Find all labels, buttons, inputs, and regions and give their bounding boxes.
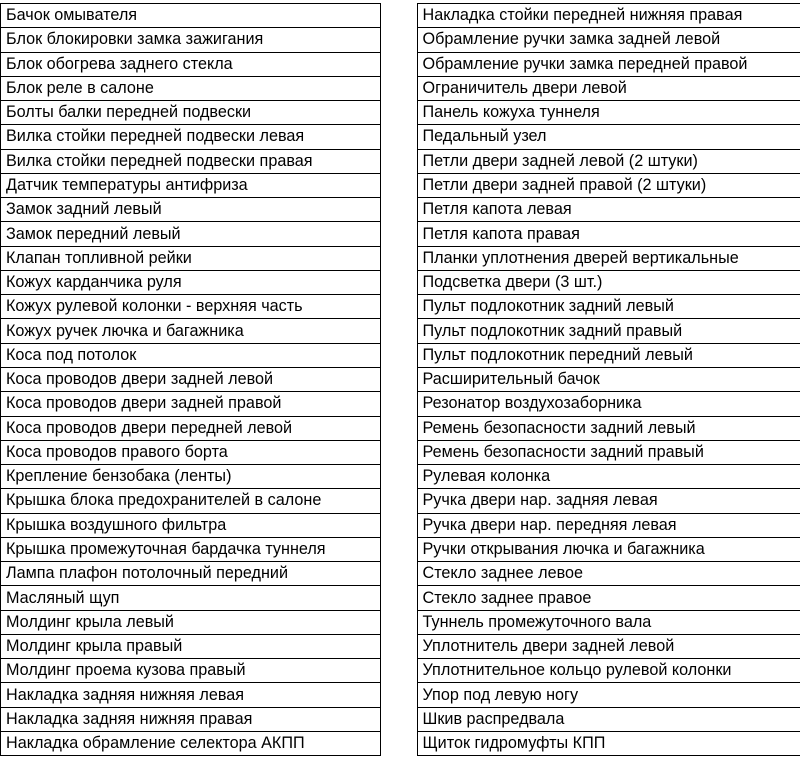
part-cell[interactable]: Обрамление ручки замка передней правой bbox=[417, 52, 800, 76]
table-row bbox=[417, 659, 800, 683]
part-cell[interactable]: Кожух рулевой колонки - верхняя часть bbox=[1, 295, 381, 319]
part-cell[interactable]: Ручки открывания лючка и багажника bbox=[417, 537, 800, 561]
part-cell[interactable]: Петля капота левая bbox=[417, 198, 800, 222]
part-cell[interactable]: Накладка стойки передней нижняя правая bbox=[417, 4, 800, 28]
part-cell[interactable]: Петли двери задней правой (2 штуки) bbox=[417, 173, 800, 197]
spreadsheet-grid bbox=[0, 3, 800, 756]
table-row bbox=[1, 76, 381, 100]
part-cell[interactable]: Подсветка двери (3 шт.) bbox=[417, 270, 800, 294]
part-cell[interactable]: Ручка двери нар. передняя левая bbox=[417, 513, 800, 537]
part-cell[interactable]: Пульт подлокотник задний правый bbox=[417, 319, 800, 343]
part-cell[interactable]: Петли двери задней левой (2 штуки) bbox=[417, 149, 800, 173]
part-cell[interactable]: Молдинг крыла левый bbox=[1, 610, 381, 634]
part-cell[interactable]: Крышка воздушного фильтра bbox=[1, 513, 381, 537]
table-row bbox=[1, 28, 381, 52]
empty-spacer-column[interactable] bbox=[381, 3, 417, 756]
table-row bbox=[1, 392, 381, 416]
table-row bbox=[417, 489, 800, 513]
table-row bbox=[417, 440, 800, 464]
part-cell[interactable]: Блок реле в салоне bbox=[1, 76, 381, 100]
table-row bbox=[417, 76, 800, 100]
table-row bbox=[417, 416, 800, 440]
table-row bbox=[1, 465, 381, 489]
table-row bbox=[417, 270, 800, 294]
part-cell[interactable]: Шкив распредвала bbox=[417, 707, 800, 731]
table-row bbox=[1, 586, 381, 610]
part-cell[interactable]: Пульт подлокотник задний левый bbox=[417, 295, 800, 319]
part-cell[interactable]: Рулевая колонка bbox=[417, 465, 800, 489]
part-cell[interactable]: Вилка стойки передней подвески левая bbox=[1, 125, 381, 149]
table-row bbox=[1, 440, 381, 464]
part-cell[interactable]: Кожух ручек лючка и багажника bbox=[1, 319, 381, 343]
table-row bbox=[417, 222, 800, 246]
table-row bbox=[417, 392, 800, 416]
part-cell[interactable]: Туннель промежуточного вала bbox=[417, 610, 800, 634]
table-row bbox=[1, 319, 381, 343]
part-cell[interactable]: Педальный узел bbox=[417, 125, 800, 149]
table-row bbox=[417, 683, 800, 707]
table-row bbox=[1, 198, 381, 222]
table-row bbox=[1, 52, 381, 76]
part-cell[interactable]: Обрамление ручки замка задней левой bbox=[417, 28, 800, 52]
table-row bbox=[1, 562, 381, 586]
table-row bbox=[1, 537, 381, 561]
part-cell[interactable]: Молдинг проема кузова правый bbox=[1, 659, 381, 683]
table-row bbox=[417, 465, 800, 489]
part-cell[interactable]: Болты балки передней подвески bbox=[1, 101, 381, 125]
part-cell[interactable]: Крышка блока предохранителей в салоне bbox=[1, 489, 381, 513]
table-row bbox=[1, 659, 381, 683]
part-cell[interactable]: Панель кожуха туннеля bbox=[417, 101, 800, 125]
part-cell[interactable]: Молдинг крыла правый bbox=[1, 634, 381, 658]
table-row bbox=[1, 634, 381, 658]
part-cell[interactable]: Коса проводов двери задней левой bbox=[1, 367, 381, 391]
table-row bbox=[417, 173, 800, 197]
parts-list-right bbox=[417, 4, 800, 756]
table-row bbox=[417, 707, 800, 731]
part-cell[interactable]: Ограничитель двери левой bbox=[417, 76, 800, 100]
table-row bbox=[1, 416, 381, 440]
part-cell[interactable]: Расширительный бачок bbox=[417, 367, 800, 391]
part-cell[interactable]: Ручка двери нар. задняя левая bbox=[417, 489, 800, 513]
part-cell[interactable]: Масляный щуп bbox=[1, 586, 381, 610]
part-cell[interactable]: Датчик температуры антифриза bbox=[1, 173, 381, 197]
table-row bbox=[1, 125, 381, 149]
part-cell[interactable]: Накладка обрамление селектора АКПП bbox=[1, 731, 381, 755]
table-row bbox=[417, 28, 800, 52]
table-row bbox=[1, 343, 381, 367]
table-row bbox=[1, 683, 381, 707]
table-row bbox=[417, 610, 800, 634]
part-cell[interactable]: Клапан топливной рейки bbox=[1, 246, 381, 270]
parts-table-left bbox=[0, 3, 381, 756]
table-row bbox=[417, 101, 800, 125]
table-row bbox=[1, 610, 381, 634]
part-cell[interactable]: Кожух карданчика руля bbox=[1, 270, 381, 294]
part-cell[interactable]: Лампа плафон потолочный передний bbox=[1, 562, 381, 586]
table-row bbox=[1, 222, 381, 246]
part-cell[interactable]: Щиток гидромуфты КПП bbox=[417, 731, 800, 755]
part-cell[interactable]: Планки уплотнения дверей вертикальные bbox=[417, 246, 800, 270]
part-cell[interactable]: Резонатор воздухозаборника bbox=[417, 392, 800, 416]
part-cell[interactable]: Вилка стойки передней подвески правая bbox=[1, 149, 381, 173]
part-cell[interactable]: Блок обогрева заднего стекла bbox=[1, 52, 381, 76]
table-row bbox=[417, 562, 800, 586]
table-row bbox=[1, 489, 381, 513]
table-row bbox=[417, 367, 800, 391]
part-cell[interactable]: Упор под левую ногу bbox=[417, 683, 800, 707]
table-row bbox=[1, 173, 381, 197]
part-cell[interactable]: Крепление бензобака (ленты) bbox=[1, 465, 381, 489]
table-row bbox=[417, 198, 800, 222]
part-cell[interactable]: Крышка промежуточная бардачка туннеля bbox=[1, 537, 381, 561]
table-row bbox=[417, 513, 800, 537]
table-row bbox=[417, 731, 800, 755]
part-cell[interactable]: Уплотнительное кольцо рулевой колонки bbox=[417, 659, 800, 683]
table-row bbox=[1, 731, 381, 755]
table-row bbox=[417, 343, 800, 367]
part-cell[interactable]: Петля капота правая bbox=[417, 222, 800, 246]
part-cell[interactable]: Накладка задняя нижняя правая bbox=[1, 707, 381, 731]
table-row bbox=[1, 101, 381, 125]
table-row bbox=[417, 149, 800, 173]
table-row bbox=[417, 537, 800, 561]
table-row bbox=[417, 4, 800, 28]
table-row bbox=[417, 319, 800, 343]
table-row bbox=[1, 246, 381, 270]
table-row bbox=[1, 295, 381, 319]
table-row bbox=[417, 52, 800, 76]
part-cell[interactable]: Уплотнитель двери задней левой bbox=[417, 634, 800, 658]
table-row bbox=[417, 125, 800, 149]
part-cell[interactable]: Коса проводов правого борта bbox=[1, 440, 381, 464]
part-cell[interactable]: Стекло заднее левое bbox=[417, 562, 800, 586]
table-row bbox=[417, 295, 800, 319]
table-row bbox=[417, 246, 800, 270]
part-cell[interactable]: Коса под потолок bbox=[1, 343, 381, 367]
part-cell[interactable]: Коса проводов двери передней левой bbox=[1, 416, 381, 440]
table-row bbox=[417, 586, 800, 610]
part-cell[interactable]: Коса проводов двери задней правой bbox=[1, 392, 381, 416]
part-cell[interactable]: Блок блокировки замка зажигания bbox=[1, 28, 381, 52]
table-row bbox=[417, 634, 800, 658]
table-row bbox=[1, 149, 381, 173]
part-cell[interactable]: Бачок омывателя bbox=[1, 4, 381, 28]
parts-table-right bbox=[417, 3, 800, 756]
table-row bbox=[1, 707, 381, 731]
part-cell[interactable]: Замок задний левый bbox=[1, 198, 381, 222]
table-row bbox=[1, 270, 381, 294]
part-cell[interactable]: Стекло заднее правое bbox=[417, 586, 800, 610]
part-cell[interactable]: Накладка задняя нижняя левая bbox=[1, 683, 381, 707]
table-row bbox=[1, 4, 381, 28]
parts-list-left bbox=[1, 4, 381, 756]
table-row bbox=[1, 513, 381, 537]
part-cell[interactable]: Замок передний левый bbox=[1, 222, 381, 246]
part-cell[interactable]: Ремень безопасности задний левый bbox=[417, 416, 800, 440]
table-row bbox=[1, 367, 381, 391]
part-cell[interactable]: Пульт подлокотник передний левый bbox=[417, 343, 800, 367]
part-cell[interactable]: Ремень безопасности задний правый bbox=[417, 440, 800, 464]
